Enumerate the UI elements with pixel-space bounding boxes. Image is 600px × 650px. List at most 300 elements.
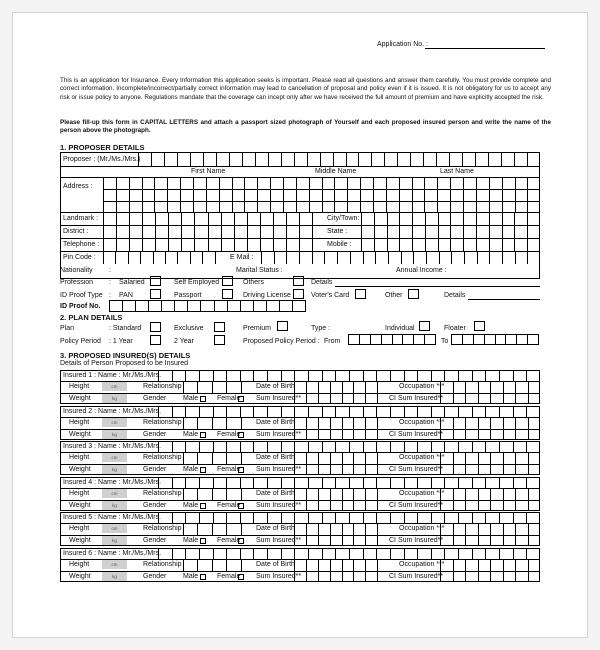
char-box[interactable] — [515, 500, 528, 511]
char-box[interactable] — [490, 429, 503, 440]
char-box[interactable] — [165, 251, 177, 264]
char-box[interactable] — [453, 393, 466, 404]
char-box[interactable] — [358, 152, 371, 166]
char-box[interactable] — [425, 225, 438, 238]
occupation-boxes[interactable] — [440, 523, 540, 535]
char-box[interactable] — [283, 201, 296, 212]
char-box[interactable] — [330, 381, 342, 393]
char-box[interactable] — [142, 201, 155, 212]
char-box[interactable] — [286, 212, 299, 225]
char-box[interactable] — [515, 417, 528, 429]
char-box[interactable] — [365, 488, 377, 500]
char-box[interactable] — [253, 512, 267, 523]
char-box[interactable] — [253, 370, 267, 381]
char-box[interactable] — [206, 177, 219, 189]
char-box[interactable] — [478, 535, 491, 546]
ci-sum-insured-boxes[interactable] — [440, 429, 540, 440]
char-box[interactable] — [515, 488, 528, 500]
char-box[interactable] — [412, 238, 425, 251]
char-box[interactable] — [274, 251, 287, 264]
char-box[interactable] — [306, 464, 318, 475]
char-box[interactable] — [440, 500, 453, 511]
char-box[interactable] — [183, 559, 197, 571]
char-box[interactable] — [318, 500, 330, 511]
male-checkbox[interactable] — [200, 574, 206, 580]
char-box[interactable] — [306, 381, 318, 393]
char-box[interactable] — [335, 441, 349, 452]
char-box[interactable] — [365, 464, 377, 475]
char-box[interactable] — [334, 177, 347, 189]
char-box[interactable] — [465, 535, 478, 546]
char-box[interactable] — [208, 212, 221, 225]
char-box[interactable] — [318, 429, 330, 440]
char-box[interactable] — [116, 212, 129, 225]
char-box[interactable] — [322, 177, 335, 189]
char-box[interactable] — [444, 406, 458, 417]
char-box[interactable] — [373, 177, 386, 189]
char-box[interactable] — [478, 523, 491, 535]
char-box[interactable] — [244, 177, 257, 189]
char-box[interactable] — [515, 381, 528, 393]
char-box[interactable] — [513, 548, 527, 559]
char-box[interactable] — [312, 238, 325, 251]
char-box[interactable] — [478, 452, 491, 464]
char-box[interactable] — [193, 201, 206, 212]
relationship-boxes[interactable] — [183, 452, 255, 464]
char-box[interactable] — [376, 548, 390, 559]
char-box[interactable] — [142, 189, 155, 201]
dob-boxes[interactable] — [294, 523, 389, 535]
char-box[interactable] — [476, 212, 489, 225]
char-box[interactable] — [490, 452, 503, 464]
sum-insured-boxes[interactable] — [294, 429, 389, 440]
char-box[interactable] — [240, 512, 254, 523]
char-box[interactable] — [181, 212, 194, 225]
occupation-boxes[interactable] — [440, 417, 540, 429]
char-box[interactable] — [365, 452, 377, 464]
char-box[interactable] — [377, 500, 389, 511]
weight-unit-field[interactable]: kg — [102, 572, 127, 581]
char-box[interactable] — [342, 417, 354, 429]
char-box[interactable] — [185, 512, 199, 523]
char-box[interactable] — [308, 477, 322, 488]
district-boxes[interactable] — [103, 225, 325, 238]
char-box[interactable] — [322, 201, 335, 212]
char-box[interactable] — [376, 512, 390, 523]
char-box[interactable] — [347, 177, 360, 189]
char-box[interactable] — [490, 523, 503, 535]
ci-sum-insured-boxes[interactable] — [440, 571, 540, 582]
char-box[interactable] — [334, 201, 347, 212]
char-box[interactable] — [247, 238, 260, 251]
char-box[interactable] — [294, 452, 306, 464]
height-unit-field[interactable]: cm — [102, 382, 127, 391]
female-checkbox[interactable] — [238, 538, 244, 544]
char-box[interactable] — [299, 225, 312, 238]
insured-name-boxes[interactable] — [158, 406, 540, 417]
char-box[interactable] — [465, 500, 478, 511]
char-box[interactable] — [116, 225, 129, 238]
char-box[interactable] — [294, 488, 306, 500]
char-box[interactable] — [417, 406, 431, 417]
char-box[interactable] — [386, 201, 399, 212]
char-box[interactable] — [370, 335, 381, 344]
char-box[interactable] — [226, 406, 240, 417]
char-box[interactable] — [386, 189, 399, 201]
char-box[interactable] — [167, 201, 180, 212]
from-date-boxes[interactable] — [348, 334, 436, 345]
char-box[interactable] — [412, 212, 425, 225]
char-box[interactable] — [431, 441, 445, 452]
char-box[interactable] — [392, 335, 403, 344]
char-box[interactable] — [404, 370, 418, 381]
individual-checkbox[interactable] — [419, 321, 430, 331]
char-box[interactable] — [158, 512, 172, 523]
char-box[interactable] — [528, 535, 541, 546]
proposer-name-boxes[interactable] — [138, 152, 540, 166]
male-checkbox[interactable] — [200, 396, 206, 402]
char-box[interactable] — [353, 500, 365, 511]
char-box[interactable] — [413, 251, 426, 264]
char-box[interactable] — [261, 251, 274, 264]
char-box[interactable] — [286, 238, 299, 251]
char-box[interactable] — [335, 477, 349, 488]
weight-unit-field[interactable]: kg — [102, 465, 127, 474]
char-box[interactable] — [172, 477, 186, 488]
char-box[interactable] — [155, 225, 168, 238]
char-box[interactable] — [281, 152, 294, 166]
char-box[interactable] — [360, 201, 373, 212]
char-box[interactable] — [294, 548, 308, 559]
char-box[interactable] — [168, 212, 181, 225]
char-box[interactable] — [353, 381, 365, 393]
char-box[interactable] — [312, 251, 325, 264]
char-box[interactable] — [353, 452, 365, 464]
char-box[interactable] — [513, 370, 527, 381]
char-box[interactable] — [377, 559, 389, 571]
char-box[interactable] — [363, 441, 377, 452]
height-unit-field[interactable]: cm — [102, 489, 127, 498]
char-box[interactable] — [476, 189, 489, 201]
address-line-2-boxes[interactable] — [103, 189, 540, 201]
char-box[interactable] — [197, 559, 211, 571]
char-box[interactable] — [440, 488, 453, 500]
char-box[interactable] — [229, 152, 242, 166]
char-box[interactable] — [489, 212, 502, 225]
char-box[interactable] — [502, 251, 515, 264]
char-box[interactable] — [450, 212, 463, 225]
char-box[interactable] — [503, 488, 516, 500]
char-box[interactable] — [294, 370, 308, 381]
char-box[interactable] — [172, 441, 186, 452]
char-box[interactable] — [363, 548, 377, 559]
char-box[interactable] — [437, 201, 450, 212]
char-box[interactable] — [349, 548, 363, 559]
char-box[interactable] — [365, 393, 377, 404]
char-box[interactable] — [342, 535, 354, 546]
char-box[interactable] — [502, 189, 515, 201]
char-box[interactable] — [216, 152, 229, 166]
char-box[interactable] — [484, 335, 495, 344]
height-unit-field[interactable]: cm — [102, 560, 127, 569]
char-box[interactable] — [226, 548, 240, 559]
char-box[interactable] — [309, 189, 322, 201]
char-box[interactable] — [164, 152, 177, 166]
dob-boxes[interactable] — [294, 381, 389, 393]
char-box[interactable] — [390, 441, 404, 452]
char-box[interactable] — [404, 477, 418, 488]
char-box[interactable] — [387, 238, 400, 251]
other-id-checkbox[interactable] — [408, 289, 419, 299]
char-box[interactable] — [190, 251, 202, 264]
char-box[interactable] — [180, 201, 193, 212]
char-box[interactable] — [472, 441, 486, 452]
char-box[interactable] — [417, 512, 431, 523]
char-box[interactable] — [177, 152, 190, 166]
char-box[interactable] — [502, 225, 515, 238]
char-box[interactable] — [103, 212, 116, 225]
char-box[interactable] — [490, 500, 503, 511]
char-box[interactable] — [199, 370, 213, 381]
char-box[interactable] — [103, 225, 116, 238]
char-box[interactable] — [306, 393, 318, 404]
char-box[interactable] — [253, 406, 267, 417]
char-box[interactable] — [242, 152, 255, 166]
char-box[interactable] — [212, 452, 226, 464]
char-box[interactable] — [199, 477, 213, 488]
char-box[interactable] — [450, 177, 463, 189]
char-box[interactable] — [227, 301, 240, 311]
char-box[interactable] — [122, 301, 135, 311]
char-box[interactable] — [458, 512, 472, 523]
char-box[interactable] — [490, 571, 503, 582]
occupation-boxes[interactable] — [440, 381, 540, 393]
char-box[interactable] — [199, 548, 213, 559]
exclusive-checkbox[interactable] — [214, 322, 225, 332]
char-box[interactable] — [308, 512, 322, 523]
char-box[interactable] — [296, 189, 309, 201]
email-boxes[interactable] — [261, 251, 540, 264]
char-box[interactable] — [115, 251, 127, 264]
char-box[interactable] — [318, 381, 330, 393]
char-box[interactable] — [267, 406, 281, 417]
char-box[interactable] — [490, 464, 503, 475]
char-box[interactable] — [168, 238, 181, 251]
insured-name-boxes[interactable] — [158, 477, 540, 488]
char-box[interactable] — [240, 370, 254, 381]
char-box[interactable] — [453, 500, 466, 511]
char-box[interactable] — [208, 238, 221, 251]
char-box[interactable] — [294, 417, 306, 429]
char-box[interactable] — [472, 370, 486, 381]
char-box[interactable] — [490, 488, 503, 500]
height-unit-field[interactable]: cm — [102, 418, 127, 427]
char-box[interactable] — [501, 152, 514, 166]
char-box[interactable] — [377, 488, 389, 500]
char-box[interactable] — [360, 177, 373, 189]
char-box[interactable] — [197, 381, 211, 393]
char-box[interactable] — [528, 559, 541, 571]
char-box[interactable] — [503, 523, 516, 535]
occupation-boxes[interactable] — [440, 559, 540, 571]
char-box[interactable] — [174, 301, 187, 311]
char-box[interactable] — [399, 212, 412, 225]
char-box[interactable] — [268, 152, 281, 166]
char-box[interactable] — [167, 177, 180, 189]
char-box[interactable] — [213, 441, 227, 452]
char-box[interactable] — [489, 201, 502, 212]
char-box[interactable] — [499, 406, 513, 417]
standard-checkbox[interactable] — [150, 322, 161, 332]
char-box[interactable] — [183, 381, 197, 393]
char-box[interactable] — [404, 406, 418, 417]
char-box[interactable] — [342, 464, 354, 475]
char-box[interactable] — [322, 406, 336, 417]
char-box[interactable] — [424, 335, 435, 344]
char-box[interactable] — [214, 301, 227, 311]
char-box[interactable] — [377, 429, 389, 440]
char-box[interactable] — [330, 452, 342, 464]
id-proof-no-boxes[interactable] — [109, 300, 306, 312]
char-box[interactable] — [330, 571, 342, 582]
char-box[interactable] — [296, 177, 309, 189]
char-box[interactable] — [516, 335, 527, 344]
char-box[interactable] — [377, 523, 389, 535]
char-box[interactable] — [499, 441, 513, 452]
char-box[interactable] — [260, 225, 273, 238]
char-box[interactable] — [286, 251, 299, 264]
char-box[interactable] — [330, 523, 342, 535]
char-box[interactable] — [234, 238, 247, 251]
char-box[interactable] — [476, 201, 489, 212]
char-box[interactable] — [308, 406, 322, 417]
char-box[interactable] — [167, 189, 180, 201]
char-box[interactable] — [424, 189, 437, 201]
char-box[interactable] — [495, 335, 506, 344]
char-box[interactable] — [513, 441, 527, 452]
char-box[interactable] — [330, 464, 342, 475]
char-box[interactable] — [197, 452, 211, 464]
char-box[interactable] — [273, 238, 286, 251]
char-box[interactable] — [458, 406, 472, 417]
city-boxes[interactable] — [361, 212, 540, 225]
char-box[interactable] — [330, 559, 342, 571]
one-year-checkbox[interactable] — [150, 335, 161, 345]
char-box[interactable] — [172, 512, 186, 523]
char-box[interactable] — [212, 523, 226, 535]
char-box[interactable] — [465, 559, 478, 571]
char-box[interactable] — [158, 406, 172, 417]
char-box[interactable] — [221, 225, 234, 238]
char-box[interactable] — [294, 500, 306, 511]
char-box[interactable] — [365, 381, 377, 393]
char-box[interactable] — [257, 189, 270, 201]
char-box[interactable] — [103, 251, 115, 264]
dob-boxes[interactable] — [294, 559, 389, 571]
to-date-boxes[interactable] — [451, 334, 539, 345]
char-box[interactable] — [342, 559, 354, 571]
char-box[interactable] — [181, 238, 194, 251]
char-box[interactable] — [193, 177, 206, 189]
char-box[interactable] — [453, 559, 466, 571]
char-box[interactable] — [185, 370, 199, 381]
char-box[interactable] — [390, 406, 404, 417]
char-box[interactable] — [527, 225, 540, 238]
char-box[interactable] — [375, 251, 388, 264]
char-box[interactable] — [281, 441, 295, 452]
char-box[interactable] — [110, 301, 122, 311]
char-box[interactable] — [440, 393, 453, 404]
char-box[interactable] — [353, 488, 365, 500]
char-box[interactable] — [241, 452, 255, 464]
weight-unit-field[interactable]: kg — [102, 430, 127, 439]
male-checkbox[interactable] — [200, 432, 206, 438]
char-box[interactable] — [318, 523, 330, 535]
char-box[interactable] — [226, 477, 240, 488]
char-box[interactable] — [180, 189, 193, 201]
char-box[interactable] — [155, 238, 168, 251]
char-box[interactable] — [158, 370, 172, 381]
char-box[interactable] — [503, 500, 516, 511]
char-box[interactable] — [142, 225, 155, 238]
char-box[interactable] — [514, 238, 527, 251]
sum-insured-boxes[interactable] — [294, 464, 389, 475]
char-box[interactable] — [453, 571, 466, 582]
char-box[interactable] — [377, 381, 389, 393]
char-box[interactable] — [463, 238, 476, 251]
char-box[interactable] — [299, 251, 312, 264]
char-box[interactable] — [463, 212, 476, 225]
char-box[interactable] — [431, 406, 445, 417]
char-box[interactable] — [374, 238, 387, 251]
char-box[interactable] — [458, 548, 472, 559]
char-box[interactable] — [526, 441, 540, 452]
char-box[interactable] — [234, 225, 247, 238]
char-box[interactable] — [527, 152, 540, 166]
char-box[interactable] — [281, 406, 295, 417]
char-box[interactable] — [365, 523, 377, 535]
char-box[interactable] — [158, 477, 172, 488]
female-checkbox[interactable] — [238, 432, 244, 438]
char-box[interactable] — [462, 152, 475, 166]
char-box[interactable] — [347, 201, 360, 212]
char-box[interactable] — [129, 189, 142, 201]
char-box[interactable] — [485, 441, 499, 452]
char-box[interactable] — [353, 523, 365, 535]
address-line-3-boxes[interactable] — [103, 201, 540, 212]
char-box[interactable] — [436, 152, 449, 166]
char-box[interactable] — [232, 201, 245, 212]
char-box[interactable] — [527, 177, 540, 189]
char-box[interactable] — [401, 251, 414, 264]
char-box[interactable] — [514, 225, 527, 238]
char-box[interactable] — [465, 429, 478, 440]
char-box[interactable] — [388, 251, 401, 264]
sum-insured-boxes[interactable] — [294, 571, 389, 582]
char-box[interactable] — [142, 177, 155, 189]
sum-insured-boxes[interactable] — [294, 535, 389, 546]
occupation-boxes[interactable] — [440, 488, 540, 500]
char-box[interactable] — [161, 301, 174, 311]
char-box[interactable] — [444, 548, 458, 559]
char-box[interactable] — [185, 441, 199, 452]
char-box[interactable] — [342, 429, 354, 440]
char-box[interactable] — [241, 523, 255, 535]
char-box[interactable] — [213, 370, 227, 381]
char-box[interactable] — [306, 559, 318, 571]
char-box[interactable] — [477, 251, 490, 264]
ci-sum-insured-boxes[interactable] — [440, 535, 540, 546]
